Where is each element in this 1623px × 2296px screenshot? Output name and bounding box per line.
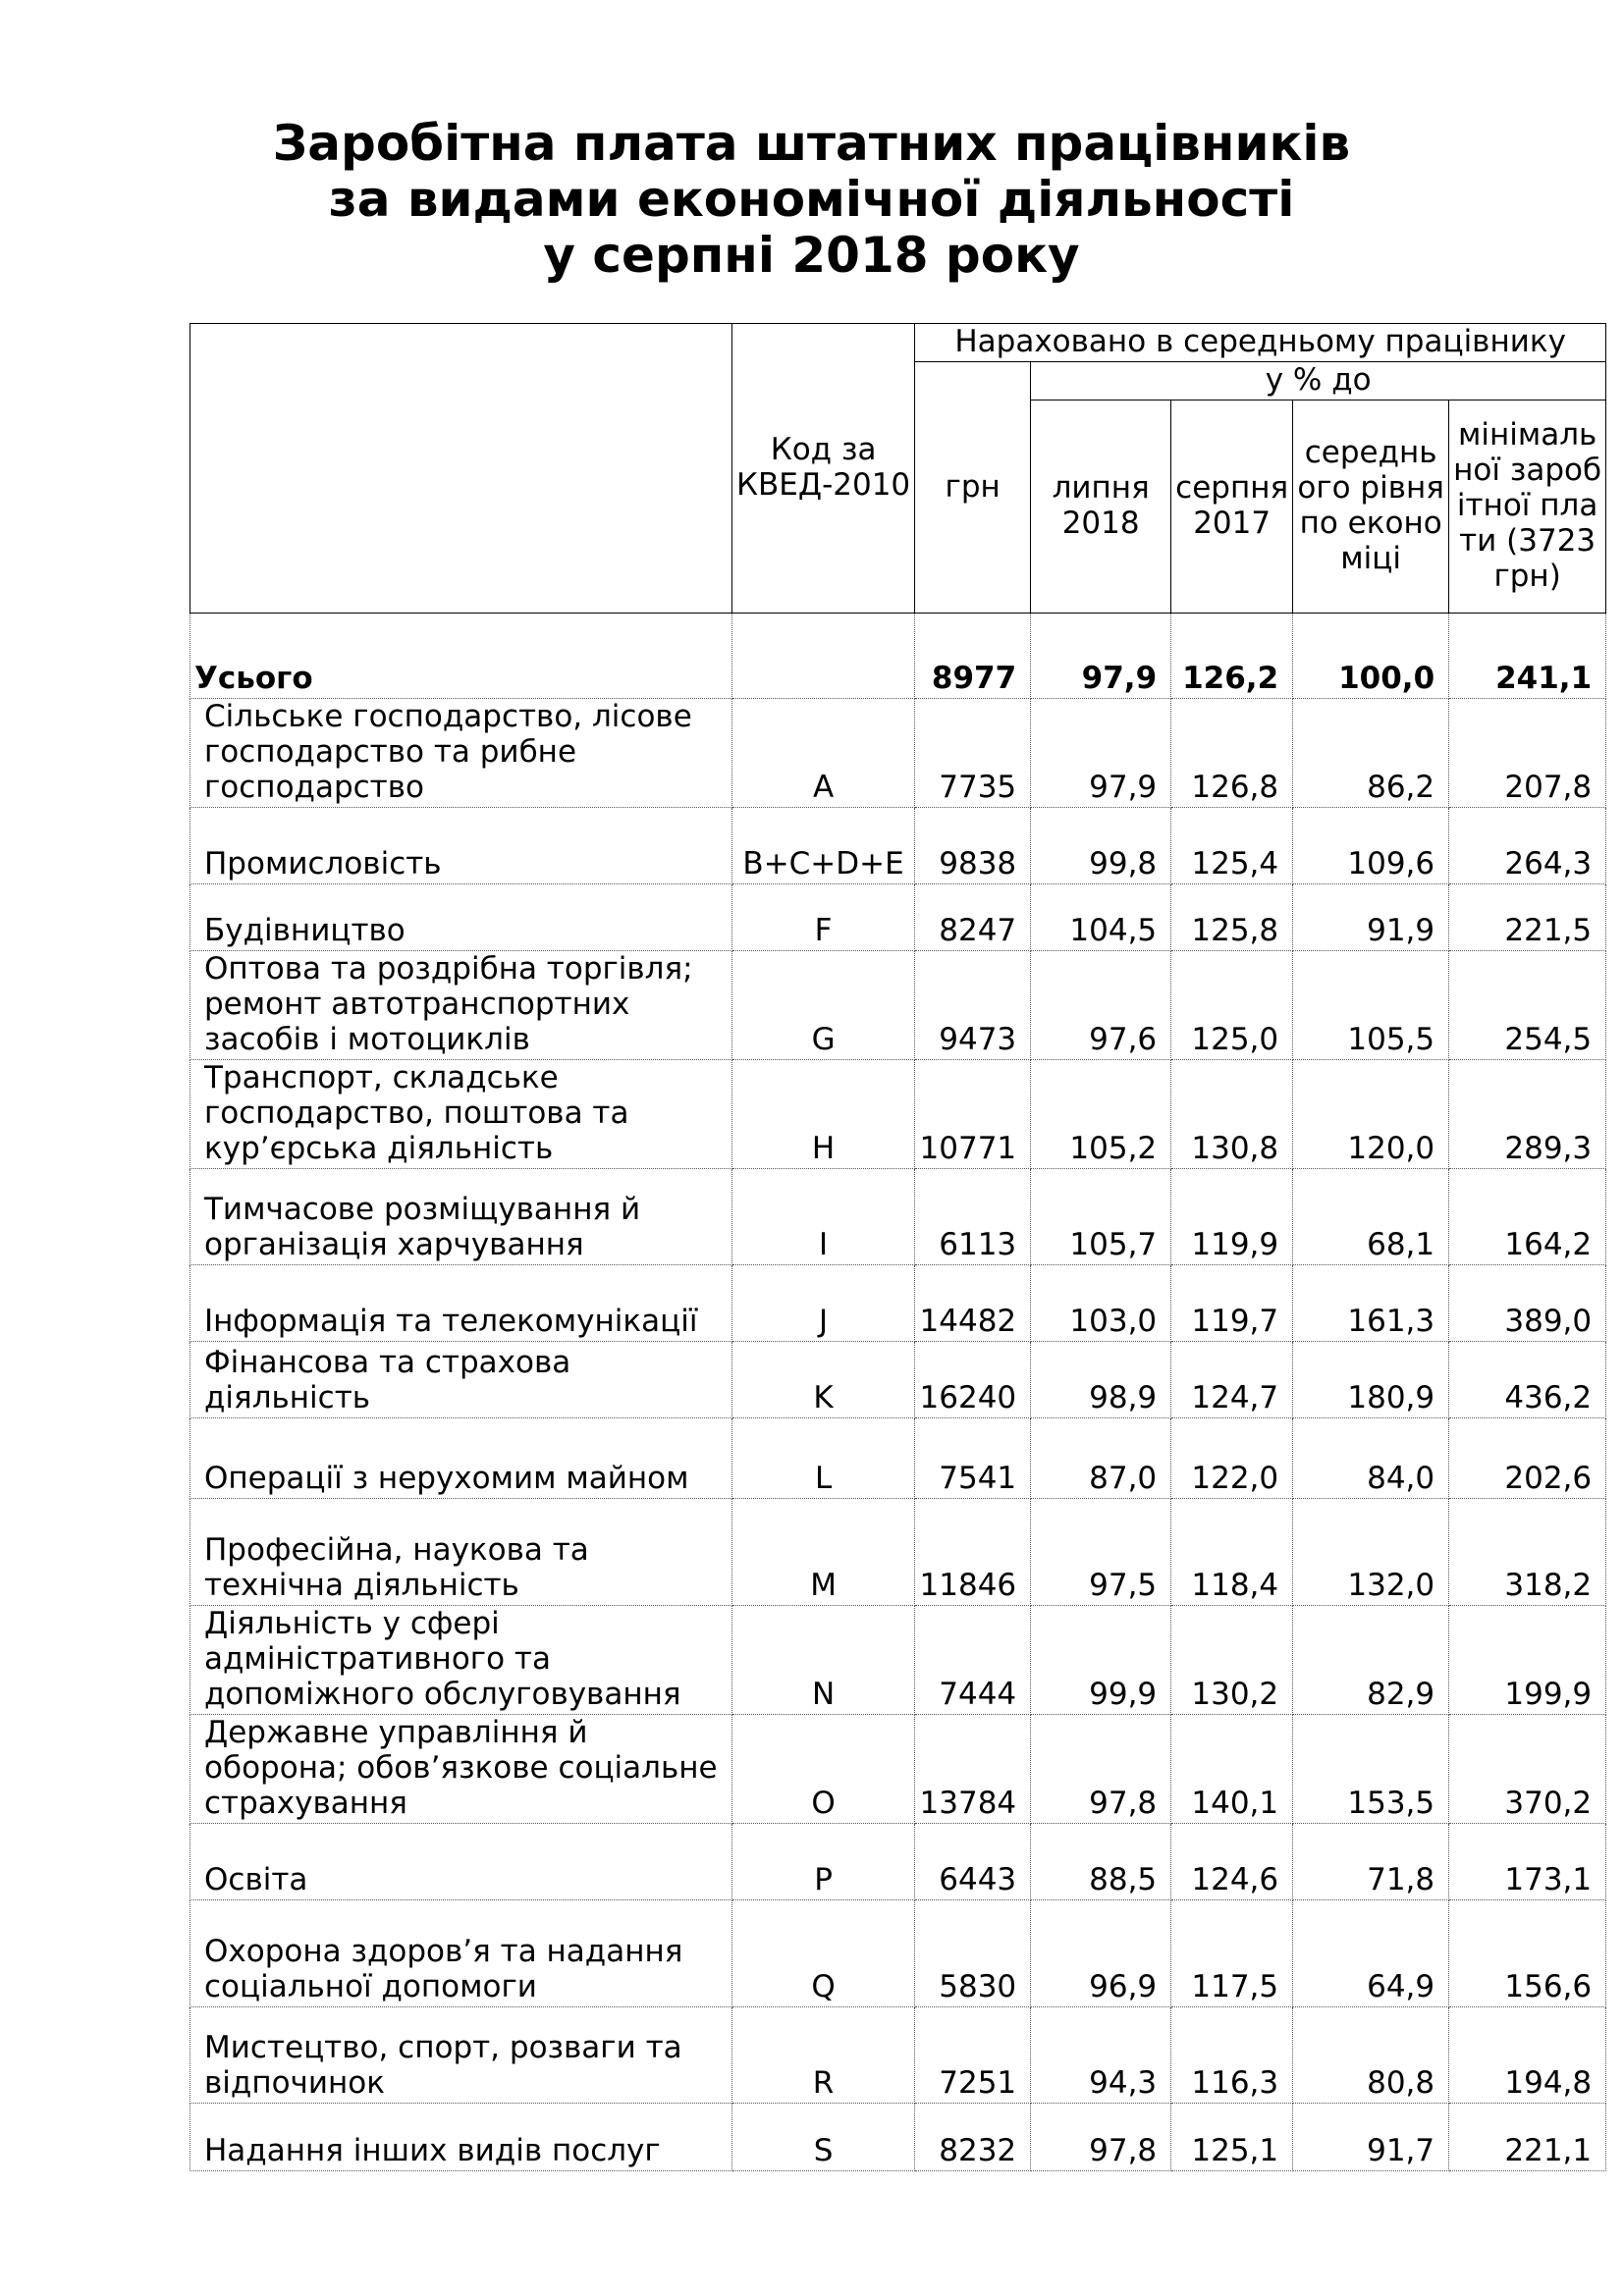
- row-name: Тимчасове розміщування й організація харчування: [190, 1169, 732, 1265]
- header-accrued: Нараховано в середньому працівнику: [915, 324, 1606, 362]
- row-avg-economy: 64,9: [1293, 1900, 1449, 2007]
- header-jul-2018: липня 2018: [1031, 400, 1171, 614]
- row-name: Оптова та роздрібна торгівля; ремонт автотранспортних засобів і мотоциклів: [190, 951, 732, 1060]
- row-code: B+C+D+E: [732, 808, 915, 884]
- table-row: [190, 884, 1606, 951]
- row-name: Надання інших видів послуг: [190, 2104, 732, 2171]
- row-name: Інформація та телекомунікації: [190, 1265, 732, 1342]
- row-uah: 13784: [915, 1715, 1031, 1824]
- table-header: [190, 324, 1606, 614]
- row-uah: 14482: [915, 1265, 1031, 1342]
- row-avg-economy: 180,9: [1293, 1342, 1449, 1418]
- row-name: Фінансова та страхова діяльність: [190, 1342, 732, 1418]
- row-code: [732, 614, 915, 699]
- row-uah: 9473: [915, 951, 1031, 1060]
- row-avg-economy: 71,8: [1293, 1824, 1449, 1900]
- row-name: Транспорт, складське господарство, поштова та кур’єрська діяльність: [190, 1060, 732, 1169]
- row-aug-2017: 124,7: [1171, 1342, 1293, 1418]
- row-min-wage: 289,3: [1449, 1060, 1606, 1169]
- row-code: R: [732, 2007, 915, 2104]
- title-line-1: Заробітна плата штатних працівників: [272, 115, 1351, 172]
- row-min-wage: 221,1: [1449, 2104, 1606, 2171]
- row-code: M: [732, 1499, 915, 1606]
- table-row: [190, 1169, 1606, 1265]
- row-uah: 11846: [915, 1499, 1031, 1606]
- row-aug-2017: 130,2: [1171, 1606, 1293, 1715]
- title-line-3: у серпні 2018 року: [543, 227, 1080, 284]
- row-jul-2018: 99,9: [1031, 1606, 1171, 1715]
- row-uah: 8247: [915, 884, 1031, 951]
- row-uah: 16240: [915, 1342, 1031, 1418]
- row-code: L: [732, 1418, 915, 1499]
- row-min-wage: 436,2: [1449, 1342, 1606, 1418]
- row-min-wage: 370,2: [1449, 1715, 1606, 1824]
- row-aug-2017: 116,3: [1171, 2007, 1293, 2104]
- row-jul-2018: 97,8: [1031, 2104, 1171, 2171]
- row-name: Діяльність у сфері адміністративного та допоміжного обслуговування: [190, 1606, 732, 1715]
- row-aug-2017: 122,0: [1171, 1418, 1293, 1499]
- table-row: [190, 951, 1606, 1060]
- row-avg-economy: 153,5: [1293, 1715, 1449, 1824]
- header-aug-2017: серпня 2017: [1171, 400, 1293, 614]
- row-uah: 5830: [915, 1900, 1031, 2007]
- row-code: H: [732, 1060, 915, 1169]
- row-min-wage: 164,2: [1449, 1169, 1606, 1265]
- table-row: [190, 1499, 1606, 1606]
- row-code: J: [732, 1265, 915, 1342]
- table-row: [190, 1060, 1606, 1169]
- header-uah: грн: [915, 362, 1031, 614]
- row-code: I: [732, 1169, 915, 1265]
- row-avg-economy: 120,0: [1293, 1060, 1449, 1169]
- row-avg-economy: 68,1: [1293, 1169, 1449, 1265]
- row-aug-2017: 124,6: [1171, 1824, 1293, 1900]
- table-body: [190, 614, 1606, 2171]
- row-aug-2017: 126,2: [1171, 614, 1293, 699]
- row-jul-2018: 87,0: [1031, 1418, 1171, 1499]
- table-row: [190, 1418, 1606, 1499]
- row-aug-2017: 126,8: [1171, 699, 1293, 808]
- row-uah: 10771: [915, 1060, 1031, 1169]
- row-code: O: [732, 1715, 915, 1824]
- row-uah: 9838: [915, 808, 1031, 884]
- page-title: [0, 116, 1623, 284]
- row-aug-2017: 119,9: [1171, 1169, 1293, 1265]
- row-code: K: [732, 1342, 915, 1418]
- table-row: [190, 1824, 1606, 1900]
- wage-table: [189, 323, 1606, 2171]
- row-jul-2018: 105,7: [1031, 1169, 1171, 1265]
- row-name: Охорона здоров’я та надання соціальної допомоги: [190, 1900, 732, 2007]
- table-row: [190, 1265, 1606, 1342]
- table-row: [190, 2104, 1606, 2171]
- row-name: Будівництво: [190, 884, 732, 951]
- table-row: [190, 1342, 1606, 1418]
- row-min-wage: 194,8: [1449, 2007, 1606, 2104]
- row-name: Професійна, наукова та технічна діяльність: [190, 1499, 732, 1606]
- row-uah: 7735: [915, 699, 1031, 808]
- row-avg-economy: 91,9: [1293, 884, 1449, 951]
- row-name: Державне управління й оборона; обов’язкове соціальне страхування: [190, 1715, 732, 1824]
- row-code: S: [732, 2104, 915, 2171]
- row-uah: 8977: [915, 614, 1031, 699]
- table-row: [190, 699, 1606, 808]
- row-code: P: [732, 1824, 915, 1900]
- row-jul-2018: 104,5: [1031, 884, 1171, 951]
- row-aug-2017: 125,8: [1171, 884, 1293, 951]
- row-code: Q: [732, 1900, 915, 2007]
- row-aug-2017: 125,4: [1171, 808, 1293, 884]
- header-kved: Код за КВЕД-2010: [732, 324, 915, 614]
- row-jul-2018: 96,9: [1031, 1900, 1171, 2007]
- table-row: [190, 1900, 1606, 2007]
- row-code: N: [732, 1606, 915, 1715]
- row-aug-2017: 125,0: [1171, 951, 1293, 1060]
- table-row: [190, 808, 1606, 884]
- row-avg-economy: 132,0: [1293, 1499, 1449, 1606]
- row-name: Мистецтво, спорт, розваги та відпочинок: [190, 2007, 732, 2104]
- row-uah: 6113: [915, 1169, 1031, 1265]
- row-jul-2018: 97,6: [1031, 951, 1171, 1060]
- title-line-2: за видами економічної діяльності: [328, 171, 1295, 228]
- row-min-wage: 156,6: [1449, 1900, 1606, 2007]
- row-avg-economy: 105,5: [1293, 951, 1449, 1060]
- row-code: A: [732, 699, 915, 808]
- row-aug-2017: 125,1: [1171, 2104, 1293, 2171]
- row-jul-2018: 97,5: [1031, 1499, 1171, 1606]
- table-row: [190, 1606, 1606, 1715]
- row-jul-2018: 97,8: [1031, 1715, 1171, 1824]
- row-aug-2017: 118,4: [1171, 1499, 1293, 1606]
- row-aug-2017: 119,7: [1171, 1265, 1293, 1342]
- row-jul-2018: 105,2: [1031, 1060, 1171, 1169]
- row-avg-economy: 161,3: [1293, 1265, 1449, 1342]
- row-name: Освіта: [190, 1824, 732, 1900]
- row-name: Усього: [190, 614, 732, 699]
- row-jul-2018: 97,9: [1031, 699, 1171, 808]
- row-name: Промисловість: [190, 808, 732, 884]
- row-min-wage: 389,0: [1449, 1265, 1606, 1342]
- row-aug-2017: 117,5: [1171, 1900, 1293, 2007]
- row-avg-economy: 82,9: [1293, 1606, 1449, 1715]
- row-code: G: [732, 951, 915, 1060]
- row-aug-2017: 130,8: [1171, 1060, 1293, 1169]
- table-row: [190, 2007, 1606, 2104]
- row-min-wage: 173,1: [1449, 1824, 1606, 1900]
- row-jul-2018: 99,8: [1031, 808, 1171, 884]
- header-avg-economy: середнього рівня по економіці: [1293, 400, 1449, 614]
- row-jul-2018: 98,9: [1031, 1342, 1171, 1418]
- row-code: F: [732, 884, 915, 951]
- row-avg-economy: 80,8: [1293, 2007, 1449, 2104]
- row-min-wage: 254,5: [1449, 951, 1606, 1060]
- row-jul-2018: 97,9: [1031, 614, 1171, 699]
- row-uah: 6443: [915, 1824, 1031, 1900]
- row-name: Сільське господарство, лісове господарство та рибне господарство: [190, 699, 732, 808]
- table-row: [190, 1715, 1606, 1824]
- row-min-wage: 241,1: [1449, 614, 1606, 699]
- row-jul-2018: 103,0: [1031, 1265, 1171, 1342]
- row-avg-economy: 91,7: [1293, 2104, 1449, 2171]
- row-jul-2018: 88,5: [1031, 1824, 1171, 1900]
- row-avg-economy: 109,6: [1293, 808, 1449, 884]
- row-uah: 7444: [915, 1606, 1031, 1715]
- row-avg-economy: 86,2: [1293, 699, 1449, 808]
- row-avg-economy: 100,0: [1293, 614, 1449, 699]
- row-uah: 7251: [915, 2007, 1031, 2104]
- row-min-wage: 207,8: [1449, 699, 1606, 808]
- row-uah: 7541: [915, 1418, 1031, 1499]
- row-min-wage: 221,5: [1449, 884, 1606, 951]
- row-uah: 8232: [915, 2104, 1031, 2171]
- row-name: Операції з нерухомим майном: [190, 1418, 732, 1499]
- row-min-wage: 264,3: [1449, 808, 1606, 884]
- row-min-wage: 318,2: [1449, 1499, 1606, 1606]
- row-min-wage: 199,9: [1449, 1606, 1606, 1715]
- row-min-wage: 202,6: [1449, 1418, 1606, 1499]
- row-avg-economy: 84,0: [1293, 1418, 1449, 1499]
- header-min-wage: мінімальної заробітної плати (3723 грн): [1449, 400, 1606, 614]
- header-blank-cell: [190, 324, 732, 614]
- row-aug-2017: 140,1: [1171, 1715, 1293, 1824]
- row-jul-2018: 94,3: [1031, 2007, 1171, 2104]
- header-pct-to: у % до: [1031, 362, 1606, 400]
- table-row: [190, 614, 1606, 699]
